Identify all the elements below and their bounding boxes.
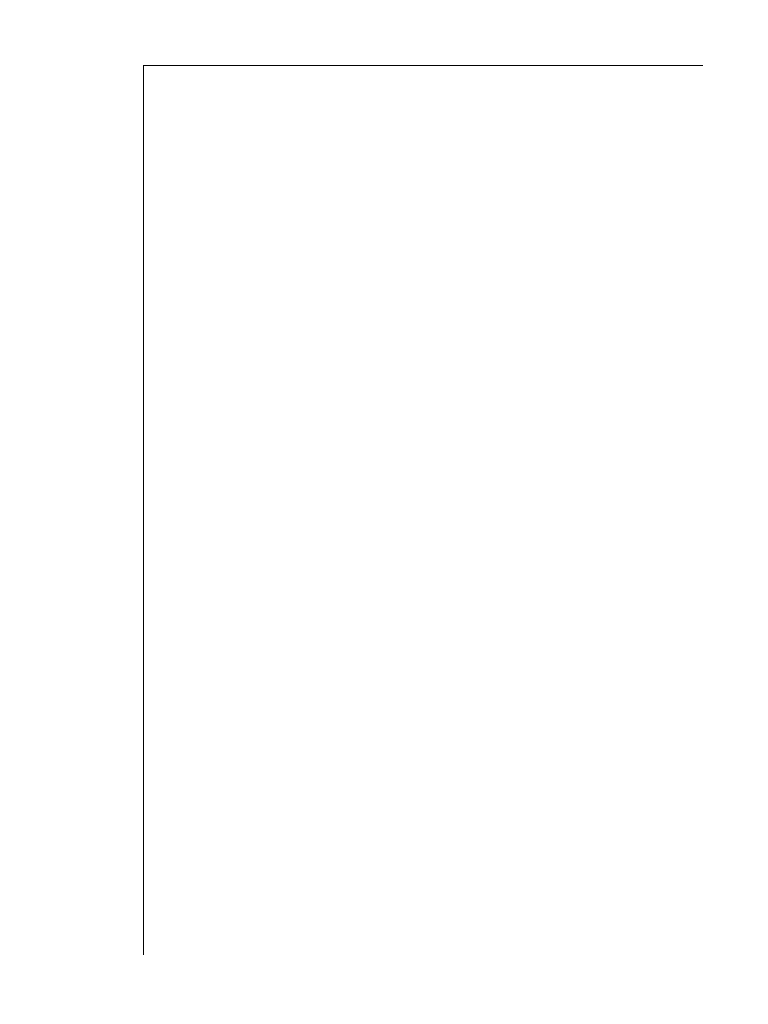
budget-sheet: [143, 65, 703, 955]
